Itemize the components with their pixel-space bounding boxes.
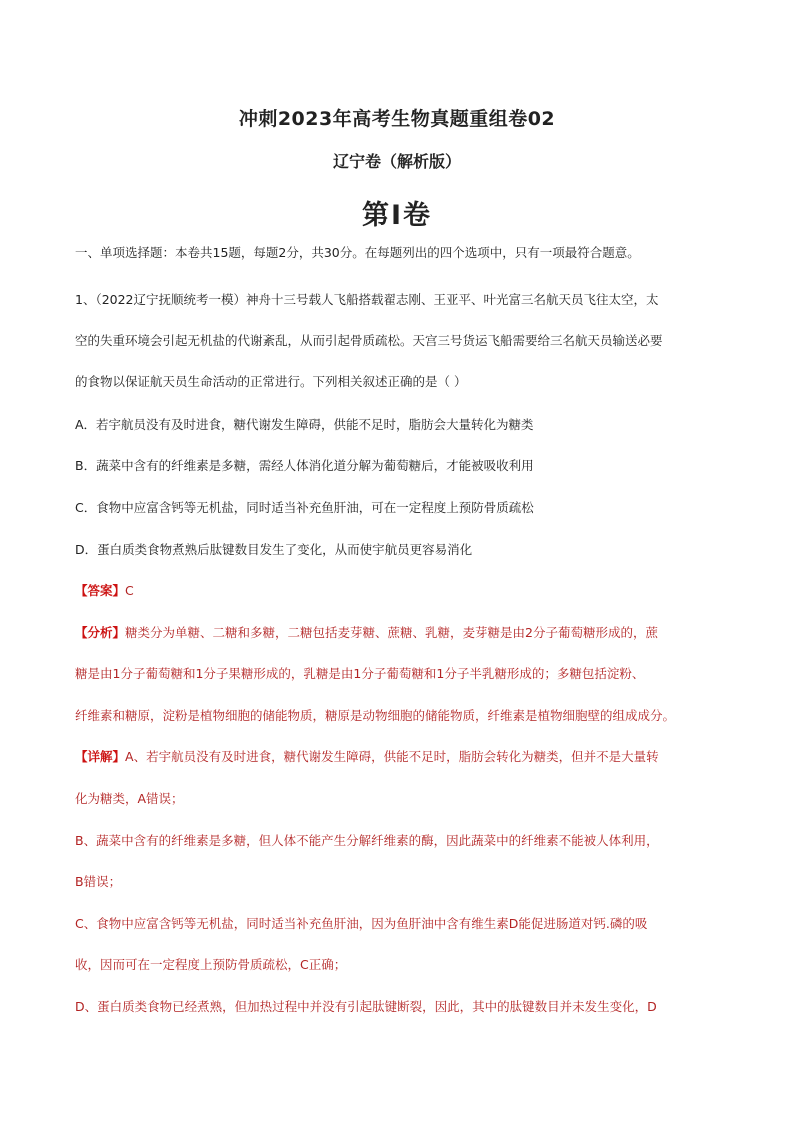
option-c: C．食物中应富含钙等无机盐，同时适当补充鱼肝油，可在一定程度上预防骨质疏松	[75, 500, 534, 515]
question-stem-line-2: 空的失重环境会引起无机盐的代谢紊乱，从而引起骨质疏松。天宫三号货运飞船需要给三名航天员输送必要	[75, 333, 663, 348]
detail-line-2: 化为糖类，A错误；	[75, 791, 184, 806]
page-subtitle: 辽宁卷（解析版）	[332, 152, 461, 171]
answer-tag: 【答案】	[75, 583, 126, 598]
analysis-tag: 【分析】	[75, 625, 126, 640]
analysis-line-3: 纤维素和糖原，淀粉是植物细胞的储能物质，糖原是动物细胞的储能物质，纤维素是植物细胞壁的组成成分。	[75, 708, 676, 723]
analysis-text-1: 糖类分为单糖、二糖和多糖，二糖包括麦芽糖、蔗糖、乳糖，麦芽糖是由2分子葡萄糖形成的，蔗	[125, 625, 658, 640]
detail-line-5: C、食物中应富含钙等无机盐，同时适当补充鱼肝油，因为鱼肝油中含有维生素D能促进肠道对钙.磷的吸	[75, 916, 648, 931]
option-a: A．若宇航员没有及时进食，糖代谢发生障碍，供能不足时，脂肪会大量转化为糖类	[75, 417, 534, 432]
question-stem-line-3: 的食物以保证航天员生命活动的正常进行。下列相关叙述正确的是（ ）	[75, 374, 467, 389]
detail-line-4: B错误；	[75, 874, 122, 889]
detail-line-7: D、蛋白质类食物已经煮熟，但加热过程中并没有引起肽键断裂，因此，其中的肽键数目并未发生变化，D	[75, 999, 657, 1014]
detail-text-1: A、若宇航员没有及时进食，糖代谢发生障碍，供能不足时，脂肪会转化为糖类，但并不是大量转	[125, 749, 659, 764]
answer-line	[75, 581, 723, 601]
detail-line-1	[75, 747, 723, 767]
volume-heading: 第Ⅰ卷	[361, 200, 433, 231]
answer-value: C	[125, 583, 134, 598]
detail-line-3: B、蔬菜中含有的纤维素是多糖，但人体不能产生分解纤维素的酶，因此蔬菜中的纤维素不能被人体利用，	[75, 833, 659, 848]
section-instructions: 一、单项选择题：本卷共15题，每题2分，共30分。在每题列出的四个选项中，只有一项最符合题意。	[75, 245, 640, 260]
detail-line-6: 收，因而可在一定程度上预防骨质疏松，C正确；	[75, 957, 347, 972]
question-stem-line-1: 1、（2022辽宁抚顺统考一模）神舟十三号载人飞船搭载翟志刚、王亚平、叶光富三名航天员飞往太空，太	[75, 292, 659, 307]
detail-tag: 【详解】	[75, 749, 126, 764]
option-d: D．蛋白质类食物煮熟后肽键数目发生了变化，从而使宇航员更容易消化	[75, 542, 473, 557]
page-title: 冲刺2023年高考生物真题重组卷02	[238, 108, 556, 130]
analysis-line-2: 糖是由1分子葡萄糖和1分子果糖形成的，乳糖是由1分子葡萄糖和1分子半乳糖形成的；多糖包括淀粉、	[75, 666, 645, 681]
option-b: B．蔬菜中含有的纤维素是多糖，需经人体消化道分解为葡萄糖后，才能被吸收利用	[75, 458, 534, 473]
analysis-line-1	[75, 623, 723, 643]
